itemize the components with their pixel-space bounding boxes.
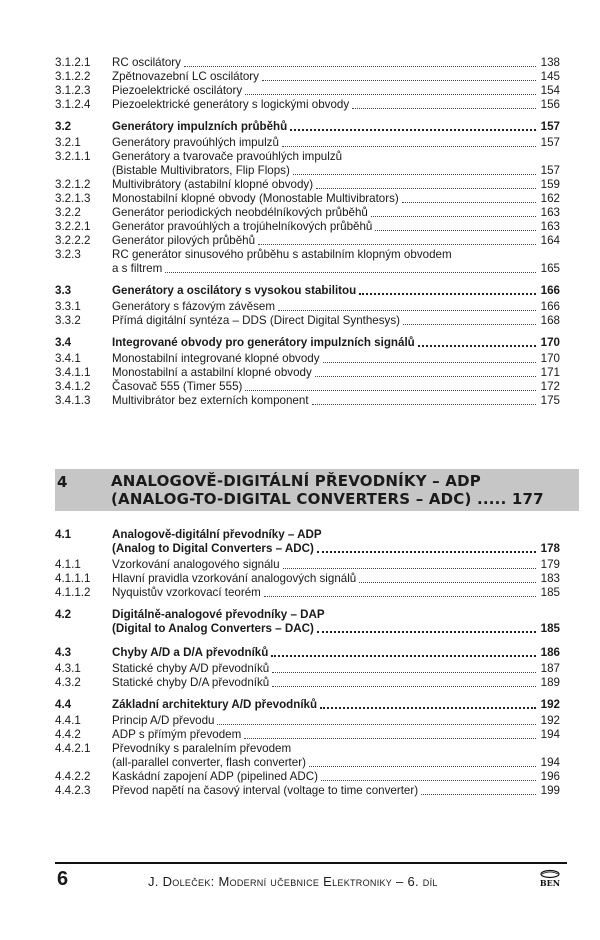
entry-number: 4.1.1.1 [55, 572, 91, 585]
entry-title: Integrované obvody pro generátory impulzních signálů [112, 336, 415, 349]
entry-number: 3.2.1 [55, 136, 81, 149]
entry-number: 3.1.2.3 [55, 84, 91, 97]
toc-entry [55, 98, 560, 112]
entry-number: 3.2.1.3 [55, 192, 91, 205]
leader-dots [262, 80, 536, 81]
entry-number: 3.2 [55, 120, 72, 133]
entry-title: Generátor pravoúhlých a trojúhelníkových průběhů [112, 220, 373, 233]
entry-page: 194 [540, 728, 560, 741]
leader-dots [321, 780, 536, 781]
entry-number: 4.4.2.2 [55, 770, 91, 783]
toc-entry [55, 366, 560, 380]
chapter-number: 4 [57, 473, 68, 491]
entry-title: ADP s přímým převodem [112, 728, 242, 741]
toc-entry-continuation [55, 164, 560, 178]
entry-page: 163 [540, 220, 560, 233]
leader-dots [271, 655, 536, 657]
entry-page: 185 [540, 622, 560, 635]
toc-entry [55, 70, 560, 84]
toc-section-entry [55, 646, 560, 660]
entry-title: RC oscilátory [112, 56, 181, 69]
leader-dots [264, 596, 536, 597]
entry-number: 4.4.2.3 [55, 784, 91, 797]
entry-number: 4.3 [55, 646, 72, 659]
leader-dots [323, 362, 536, 363]
entry-page: 170 [540, 352, 560, 365]
leader-dots [316, 188, 536, 189]
toc-entry [55, 220, 560, 234]
entry-title: Generátory impulzních průběhů [112, 120, 288, 133]
entry-title: Multivibrátor bez externích komponent [112, 394, 309, 407]
toc-section-entry [55, 284, 560, 298]
entry-title: Generátor pilových průběhů [112, 234, 256, 247]
entry-page: 178 [540, 542, 560, 555]
entry-number: 3.2.2.1 [55, 220, 91, 233]
leader-dots [278, 310, 536, 311]
entry-title: Monostabilní a astabilní klopné obvody [112, 366, 312, 379]
entry-title: Generátory a tvarovače pravoúhlých impulzů [112, 150, 343, 163]
entry-title: Monostabilní klopné obvody (Monostable Multivibrators) [112, 192, 399, 205]
entry-title: Statické chyby A/D převodníků [112, 662, 270, 675]
leader-dots [272, 672, 536, 673]
toc-entry-continuation [55, 262, 560, 276]
toc-entry [55, 206, 560, 220]
entry-number: 3.2.2.2 [55, 234, 91, 247]
entry-page: 138 [540, 56, 560, 69]
entry-title: Převodníky s paralelním převodem [112, 742, 292, 755]
entry-title: Piezoelektrické oscilátory [112, 84, 243, 97]
chapter-heading [55, 469, 579, 511]
entry-page: 186 [540, 646, 560, 659]
toc-entry [55, 742, 560, 756]
chapter-title [111, 472, 571, 508]
toc-entry [55, 352, 560, 366]
leader-dots [293, 174, 536, 175]
entry-title: Monostabilní integrované klopné obvody [112, 352, 320, 365]
entry-page: 166 [540, 284, 560, 297]
entry-title: Kaskádní zapojení ADP (pipelined ADC) [112, 770, 319, 783]
leader-dots [359, 293, 536, 295]
entry-number: 3.4.1.3 [55, 394, 91, 407]
leader-dots [165, 272, 536, 273]
entry-title: Digitálně-analogové převodníky – DAP [112, 608, 325, 621]
leader-dots [375, 230, 536, 231]
toc-entry [55, 56, 560, 70]
toc-entry-continuation [55, 542, 560, 556]
entry-number: 3.3 [55, 284, 72, 297]
svg-text:BEN: BEN [539, 878, 561, 888]
entry-page: 179 [540, 558, 560, 571]
entry-number: 4.4.2 [55, 728, 81, 741]
leader-dots [402, 202, 536, 203]
leader-dots [283, 568, 536, 569]
entry-title: Hlavní pravidla vzorkování analogových signálů [112, 572, 357, 585]
toc-entry [55, 770, 560, 784]
leader-dots [272, 686, 536, 687]
toc-entry [55, 572, 560, 586]
entry-title: Nyquistův vzorkovací teorém [112, 586, 261, 599]
entry-title: Časovač 555 (Timer 555) [112, 380, 243, 393]
entry-title: RC generátor sinusového průběhu s astabilním klopným obvodem [112, 248, 452, 261]
toc-entry [55, 136, 560, 150]
entry-number: 3.4.1 [55, 352, 81, 365]
entry-number: 4.1 [55, 528, 72, 541]
toc-entry [55, 150, 560, 164]
entry-page: 192 [540, 714, 560, 727]
entry-title: Chyby A/D a D/A převodníků [112, 646, 269, 659]
leader-dots [309, 766, 536, 767]
toc-entry [55, 784, 560, 798]
leader-dots [320, 707, 536, 709]
leader-dots [421, 794, 536, 795]
toc-section-entry [55, 336, 560, 350]
leader-dots [244, 738, 536, 739]
entry-page: 157 [540, 136, 560, 149]
entry-page: 196 [540, 770, 560, 783]
entry-number: 3.2.1.1 [55, 150, 91, 163]
leader-dots [312, 404, 536, 405]
leader-dots [217, 724, 536, 725]
leader-dots [184, 66, 536, 67]
entry-number: 3.1.2.4 [55, 98, 91, 111]
entry-page: 163 [540, 206, 560, 219]
toc-entry [55, 528, 560, 542]
entry-page: 154 [540, 84, 560, 97]
entry-title-continuation: (Digital to Analog Converters – DAC) [112, 622, 314, 635]
entry-page: 192 [540, 698, 560, 711]
toc-entry [55, 728, 560, 742]
footer-divider [55, 862, 567, 864]
entry-title: Statické chyby D/A převodníků [112, 676, 270, 689]
toc-entry-continuation [55, 622, 560, 636]
entry-title: Generátory pravoúhlých impulzů [112, 136, 279, 149]
entry-title-continuation: (all-parallel converter, flash converter) [112, 756, 306, 769]
entry-page: 165 [540, 262, 560, 275]
entry-number: 4.2 [55, 608, 72, 621]
leader-dots [371, 216, 536, 217]
entry-number: 4.4 [55, 698, 72, 711]
entry-number: 3.2.3 [55, 248, 81, 261]
entry-number: 3.2.2 [55, 206, 81, 219]
entry-page: 187 [540, 662, 560, 675]
toc-entry [55, 234, 560, 248]
toc-entry [55, 314, 560, 328]
entry-page: 172 [540, 380, 560, 393]
footer-running-title: J. Doleček: Moderní učebnice Elektroniky – 6. díl [148, 874, 438, 889]
entry-page: 157 [540, 164, 560, 177]
entry-title: Převod napětí na časový interval (voltage to time converter) [112, 784, 419, 797]
leader-dots [290, 129, 536, 131]
toc-bottom-section [55, 528, 560, 798]
toc-entry [55, 380, 560, 394]
entry-title: Multivibrátory (astabilní klopné obvody) [112, 178, 314, 191]
entry-number: 3.4 [55, 336, 72, 349]
toc-entry [55, 192, 560, 206]
entry-page: 185 [540, 586, 560, 599]
entry-page: 183 [540, 572, 560, 585]
entry-number: 4.3.2 [55, 676, 81, 689]
entry-page: 199 [540, 784, 560, 797]
entry-page: 175 [540, 394, 560, 407]
toc-section-entry [55, 698, 560, 712]
leader-dots [245, 94, 536, 95]
entry-title: Generátory a oscilátory s vysokou stabilitou [112, 284, 357, 297]
ben-logo [537, 869, 563, 889]
entry-number: 4.1.1 [55, 558, 81, 571]
entry-number: 3.3.1 [55, 300, 81, 313]
entry-number: 3.4.1.1 [55, 366, 91, 379]
entry-number: 4.3.1 [55, 662, 81, 675]
entry-page: 168 [540, 314, 560, 327]
entry-number: 3.1.2.2 [55, 70, 91, 83]
entry-page: 194 [540, 756, 560, 769]
leader-dots [317, 551, 536, 553]
leader-dots [359, 582, 536, 583]
entry-number: 3.4.1.2 [55, 380, 91, 393]
toc-entry [55, 586, 560, 600]
leader-dots [282, 146, 536, 147]
chapter-title-line2: (ANALOG-TO-DIGITAL CONVERTERS – ADC) ..... 177 [111, 490, 544, 508]
leader-dots [352, 108, 536, 109]
entry-title-continuation: a s filtrem [112, 262, 163, 275]
leader-dots [245, 390, 536, 391]
entry-page: 157 [540, 120, 560, 133]
entry-page: 164 [540, 234, 560, 247]
entry-title: Přímá digitální syntéza – DDS (Direct Digital Synthesys) [112, 314, 401, 327]
entry-title: Princip A/D převodu [112, 714, 215, 727]
footer-page-number: 6 [57, 868, 69, 890]
entry-page: 159 [540, 178, 560, 191]
entry-page: 166 [540, 300, 560, 313]
entry-page: 189 [540, 676, 560, 689]
toc-section-entry [55, 120, 560, 134]
entry-title-continuation: (Bistable Multivibrators, Flip Flops) [112, 164, 290, 177]
toc-entry [55, 84, 560, 98]
toc-entry [55, 248, 560, 262]
toc-entry [55, 662, 560, 676]
entry-title: Generátor periodických neobdélníkových průběhů [112, 206, 368, 219]
entry-page: 171 [540, 366, 560, 379]
toc-entry [55, 300, 560, 314]
entry-number: 3.3.2 [55, 314, 81, 327]
toc-entry [55, 676, 560, 690]
entry-number: 3.1.2.1 [55, 56, 91, 69]
entry-page: 145 [540, 70, 560, 83]
entry-title: Základní architektury A/D převodníků [112, 698, 318, 711]
entry-number: 3.2.1.2 [55, 178, 91, 191]
toc-entry [55, 714, 560, 728]
entry-title-continuation: (Analog to Digital Converters – ADC) [112, 542, 314, 555]
chapter-title-line1: ANALOGOVĚ-DIGITÁLNÍ PŘEVODNÍKY – ADP [111, 472, 481, 490]
toc-entry-continuation [55, 756, 560, 770]
entry-title: Generátory s fázovým závěsem [112, 300, 276, 313]
toc-entry [55, 394, 560, 408]
entry-page: 162 [540, 192, 560, 205]
entry-title: Vzorkování analogového signálu [112, 558, 280, 571]
entry-number: 4.1.1.2 [55, 586, 91, 599]
entry-title: Analogově-digitální převodníky – ADP [112, 528, 322, 541]
leader-dots [403, 324, 536, 325]
entry-page: 156 [540, 98, 560, 111]
leader-dots [315, 376, 536, 377]
entry-page: 170 [540, 336, 560, 349]
leader-dots [258, 244, 536, 245]
toc-entry [55, 178, 560, 192]
toc-entry [55, 558, 560, 572]
entry-title: Piezoelektrické generátory s logickými obvody [112, 98, 350, 111]
entry-number: 4.4.2.1 [55, 742, 91, 755]
leader-dots [317, 631, 536, 633]
toc-entry [55, 608, 560, 622]
leader-dots [418, 345, 536, 347]
toc-top-section [55, 56, 560, 408]
entry-number: 4.4.1 [55, 714, 81, 727]
entry-title: Zpětnovazební LC oscilátory [112, 70, 259, 83]
